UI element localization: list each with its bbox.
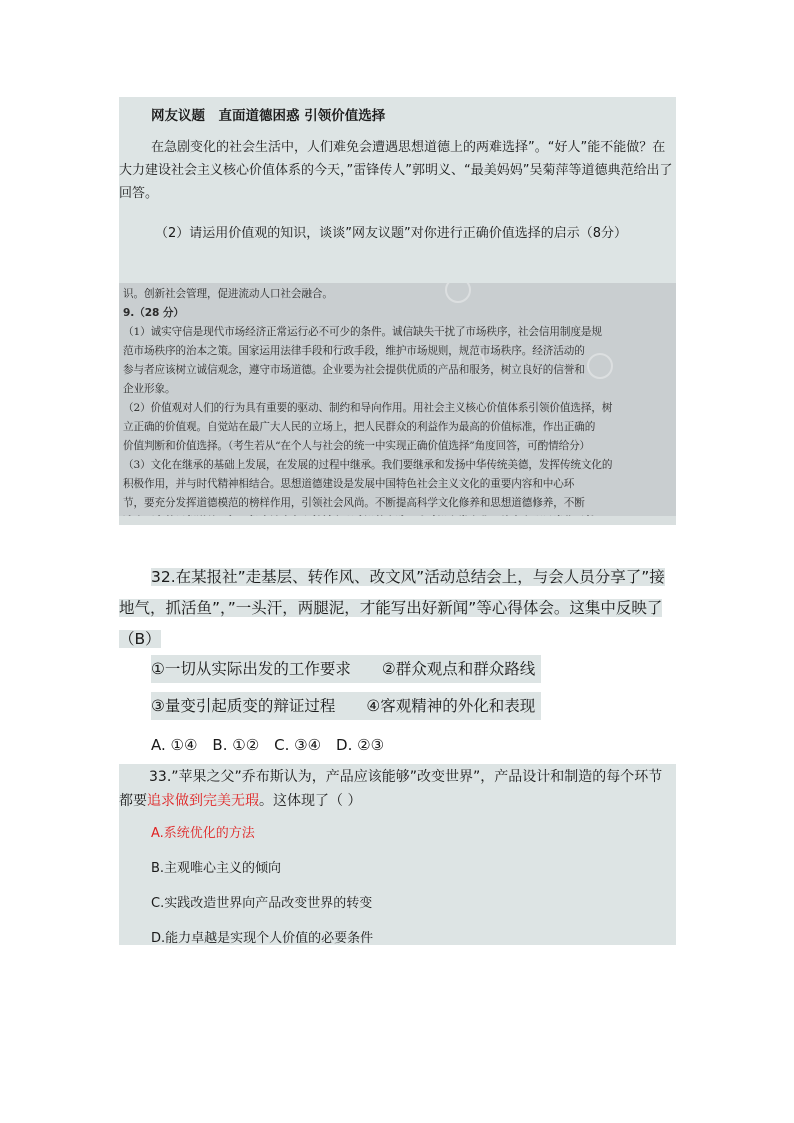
question-32-options-row-1: ①一切从实际出发的工作要求 ②群众观点和群众路线 <box>151 655 541 683</box>
prompt-block <box>119 97 676 283</box>
scan-line: （1）诚实守信是现代市场经济正常运行必不可少的条件。诚信缺失干扰了市场秩序，社会信用制度是规 <box>123 326 602 338</box>
question-32-text: 32.在某报社”走基层、转作风、改文风”活动总结会上，与会人员分享了”接地气，抓活鱼”，”一头汗，两腿泥，才能写出好新闻”等心得体会。这集中反映了（B） <box>119 568 665 648</box>
scan-line: 节，要充分发挥道德模范的榜样作用，引领社会风尚。不断提高科学文化修养和思想道德修养，不断 <box>123 497 585 509</box>
prompt-paragraph: 在急剧变化的社会生活中，人们难免会遭遇思想道德上的两难选择”。“好人”能不能做？在大力建设社会主义核心价值体系的今天，”雷锋传人”郭明义、“最美妈妈”吴菊萍等道德典范给出了回答。 <box>119 140 673 201</box>
question-33-block <box>119 764 676 945</box>
scan-line: 积极作用，并与时代精神相结合。思想道德建设是发展中国特色社会主义文化的重要内容和中心环 <box>123 478 575 490</box>
scan-line: 参与者应该树立诚信观念，遵守市场道德。企业要为社会提供优质的产品和服务，树立良好的信誉和 <box>123 364 585 376</box>
question-33-option-d: D.能力卓越是实现个人价值的必要条件 <box>151 931 374 946</box>
question-33-option-c: C.实践改造世界向产品改变世界的转变 <box>151 896 373 911</box>
scan-bottom-strip <box>119 516 676 525</box>
question-32-answer-choices: A. ①④ B. ①② C. ③④ D. ②③ <box>151 736 385 754</box>
question-33-text-end: 。这体现了（ ） <box>259 793 362 809</box>
scan-line: 立正确的价值观。自觉站在最广大人民的立场上，把人民群众的利益作为最高的价值标准，作出正确的 <box>123 421 596 433</box>
question-33-highlight: 追求做到完美无瑕 <box>147 793 259 809</box>
scan-line: 企业形象。 <box>123 383 176 395</box>
prompt-title: 网友议题 直面道德困惑 引领价值选择 <box>151 108 386 124</box>
question-33-option-a: A.系统优化的方法 <box>151 826 255 841</box>
scan-line: 价值判断和价值选择。（考生若从“在个人与社会的统一中实现正确价值选择”角度回答，可酌情给分） <box>123 440 591 452</box>
scan-line: 识。创新社会管理，促进流动人口社会融合。 <box>123 288 333 300</box>
question-33-option-b: B.主观唯心主义的倾向 <box>151 861 282 876</box>
question-33-text: 33.”苹果之父”乔布斯认为，产品应该能够”改变世界”，产品设计和制造的每个环节都要 <box>119 769 663 809</box>
question-32-stem <box>119 562 676 655</box>
question-33-stem <box>119 765 676 813</box>
scan-line: （3）文化在继承的基础上发展，在发展的过程中继承。我们要继承和发扬中华传统美德，发挥传统文化的 <box>123 459 613 471</box>
question-32-options-row-2: ③量变引起质变的辩证过程 ④客观精神的外化和表现 <box>151 692 541 720</box>
scan-line: 范市场秩序的治本之策。国家运用法律手段和行政手段，维护市场规则，规范市场秩序。经济活动的 <box>123 345 585 357</box>
scan-line: （2）价值观对人们的行为具有重要的驱动、制约和导向作用。用社会主义核心价值体系引领价值选择，树 <box>123 402 613 414</box>
scanned-answer-image <box>119 283 676 525</box>
scan-line: 9.（28 分） <box>123 307 184 319</box>
scan-text <box>123 285 674 525</box>
prompt-question: （2）请运用价值观的知识，谈谈”网友议题”对你进行正确价值选择的启示（8分） <box>155 226 628 241</box>
